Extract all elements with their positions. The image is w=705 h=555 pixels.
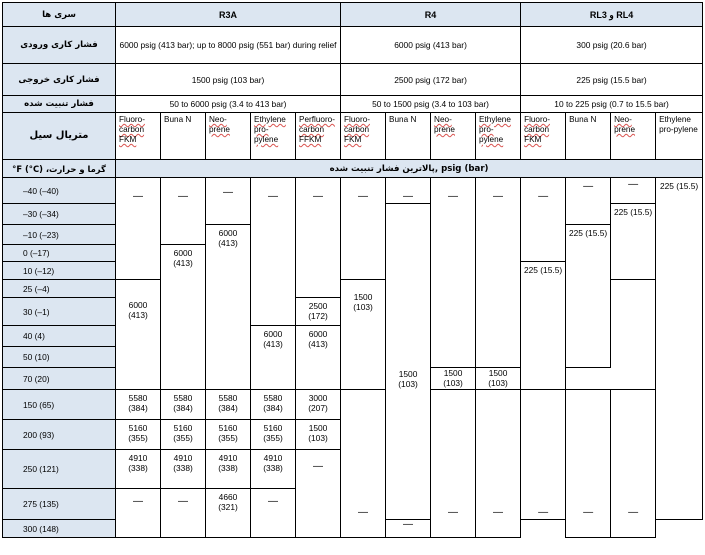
temp-cell: 30 (–1) — [3, 298, 116, 326]
r3a-ffkm-value-2500: 2500 (172) — [296, 298, 341, 326]
rl-fkm-value: 225 (15.5) — [521, 262, 566, 390]
r3a-buna-200: 5160 (355) — [161, 420, 206, 450]
temp-label: °F (°C) ،گرما و حرارت — [3, 160, 116, 178]
mat-r4-epr — [476, 113, 521, 160]
r4-epr-value: 1500 (103) — [476, 368, 521, 390]
mat-rl-buna: Buna N — [566, 113, 611, 160]
mat-r3a-fkm-text: Fluoro-carbon FKM — [119, 115, 145, 144]
temp-row — [3, 178, 703, 204]
r3a-epr-150: 5580 (384) — [251, 390, 296, 420]
r3a-neo-200: 5160 (355) — [206, 420, 251, 450]
r3a-buna-150: 5580 (384) — [161, 390, 206, 420]
r3a-ffkm-150: 3000 (207) — [296, 390, 341, 420]
outlet-label: فشار کاری خروجی — [3, 64, 116, 96]
mat-r3a-neo — [206, 113, 251, 160]
temp-cell: –40 (–40) — [3, 178, 116, 204]
temp-cell: 0 (–17) — [3, 245, 116, 262]
temp-cell: 150 (65) — [3, 390, 116, 420]
set-r3a: 50 to 6000 psig (3.4 to 413 bar) — [116, 96, 341, 113]
set-r4: 50 to 1500 psig (3.4 to 103 bar) — [341, 96, 521, 113]
series-r3a: R3A — [116, 3, 341, 27]
mat-rl-neo — [611, 113, 656, 160]
mat-r4-epr-text: Ethylene pro-pylene — [479, 115, 511, 144]
rl-fkm-dash: — — [521, 178, 566, 262]
inlet-row — [3, 27, 703, 64]
r3a-buna-dash: — — [161, 178, 206, 245]
temp-cell: 25 (–4) — [3, 280, 116, 298]
mat-r3a-ffkm-text: Perfluoro-carbon FFKM — [299, 115, 335, 144]
temp-cell: 275 (135) — [3, 489, 116, 520]
r3a-ffkm-dash: — — [296, 178, 341, 298]
temp-row — [3, 390, 703, 420]
series-row — [3, 3, 703, 27]
r3a-fkm-dash: — — [116, 178, 161, 280]
inlet-rl: 300 psig (20.6 bar) — [521, 27, 703, 64]
set-label: فشار تنبیت شده — [3, 96, 116, 113]
r3a-neo-dash: — — [206, 178, 251, 225]
mat-r3a-ffkm — [296, 113, 341, 160]
mat-r4-fkm-text: Fluoro-carbon FKM — [344, 115, 370, 144]
r4-fkm-dash: — — [341, 178, 386, 280]
max-set-subheader: پالاترین فشار تنبیت شده, psig (bar) — [116, 160, 703, 178]
material-row — [3, 113, 703, 160]
outlet-r3a: 1500 psig (103 bar) — [116, 64, 341, 96]
temp-cell: 40 (4) — [3, 326, 116, 347]
rl-neo-value: 225 (15.5) — [611, 204, 656, 280]
outlet-row — [3, 64, 703, 96]
r3a-neo-275: 4660 (321) — [206, 489, 251, 538]
temp-cell: 50 (10) — [3, 347, 116, 368]
temp-cell: 300 (148) — [3, 520, 116, 538]
mat-r3a-fkm — [116, 113, 161, 160]
r3a-epr-value: 6000 (413) — [251, 326, 296, 390]
r4-neo-dash: — — [431, 178, 476, 368]
mat-r3a-buna: Buna N — [161, 113, 206, 160]
r3a-fkm-150: 5580 (384) — [116, 390, 161, 420]
temp-cell: 250 (121) — [3, 450, 116, 489]
r3a-fkm-dash-high: — — [116, 489, 161, 538]
r4-fkm-value: 1500 (103) — [341, 280, 386, 390]
r3a-ffkm-dash-high: — — [296, 450, 341, 538]
r3a-buna-value: 6000 (413) — [161, 245, 206, 390]
temp-cell: 70 (20) — [3, 368, 116, 390]
r3a-fkm-value: 6000 (413) — [116, 280, 161, 390]
series-label: سری ها — [3, 3, 116, 27]
r3a-ffkm-value-6000: 6000 (413) — [296, 326, 341, 390]
r4-buna-dash: — — [386, 178, 431, 204]
temp-header-row — [3, 160, 703, 178]
outlet-r4: 2500 psig (172 bar) — [341, 64, 521, 96]
r3a-ffkm-200: 1500 (103) — [296, 420, 341, 450]
r3a-buna-250: 4910 (338) — [161, 450, 206, 489]
rl-buna-dash-high: — — [566, 390, 611, 538]
r3a-epr-dash-high: — — [251, 489, 296, 538]
r3a-epr-250: 4910 (338) — [251, 450, 296, 489]
r3a-fkm-250: 4910 (338) — [116, 450, 161, 489]
pressure-rating-table — [2, 2, 703, 538]
mat-r4-neo-text: Neo-prene — [434, 115, 455, 134]
outlet-rl: 225 psig (15.5 bar) — [521, 64, 703, 96]
r4-neo-value: 1500 (103) — [431, 368, 476, 390]
r4-buna-value: 1500 (103) — [386, 204, 431, 520]
r4-neo-dash-high: — — [431, 390, 476, 538]
rl-buna-dash: — — [566, 178, 611, 225]
r3a-epr-dash: — — [251, 178, 296, 326]
set-rl: 10 to 225 psig (0.7 to 15.5 bar) — [521, 96, 703, 113]
temp-cell: –30 (–34) — [3, 204, 116, 225]
series-rl: RL3 و RL4 — [521, 3, 703, 27]
rl-fkm-dash-300: — — [386, 520, 431, 538]
r3a-buna-dash-high: — — [161, 489, 206, 538]
set-range-row — [3, 96, 703, 113]
mat-r3a-epr — [251, 113, 296, 160]
r3a-neo-250: 4910 (338) — [206, 450, 251, 489]
temp-cell: –10 (–23) — [3, 225, 116, 245]
r3a-neo-value: 6000 (413) — [206, 225, 251, 390]
temp-cell: 10 (–12) — [3, 262, 116, 280]
r3a-fkm-200: 5160 (355) — [116, 420, 161, 450]
mat-r4-fkm — [341, 113, 386, 160]
r4-epr-dash: — — [476, 178, 521, 368]
mat-r3a-neo-text: Neo-prene — [209, 115, 230, 134]
material-label: متریال سیل — [3, 113, 116, 160]
inlet-label: فشار کاری ورودی — [3, 27, 116, 64]
mat-rl-fkm-text: Fluoro-carbon FKM — [524, 115, 550, 144]
mat-rl-neo-text: Neo-prene — [614, 115, 636, 134]
rl-neo-dash: — — [611, 178, 656, 204]
rl-buna-value: 225 (15.5) — [566, 225, 611, 368]
r3a-neo-150: 5580 (384) — [206, 390, 251, 420]
rl-fkm-dash-high: — — [521, 390, 566, 520]
mat-r4-buna: Buna N — [386, 113, 431, 160]
mat-r3a-epr-text: Ethylene pro-pylene — [254, 115, 286, 144]
mat-r4-neo — [431, 113, 476, 160]
inlet-r3a: 6000 psig (413 bar); up to 8000 psig (551 bar) during relief — [116, 27, 341, 64]
temp-cell: 200 (93) — [3, 420, 116, 450]
inlet-r4: 6000 psig (413 bar) — [341, 27, 521, 64]
series-r4: R4 — [341, 3, 521, 27]
rl-epr-value: 225 (15.5) — [656, 178, 703, 520]
mat-rl-epr: Ethylene pro-pylene — [656, 113, 703, 160]
r4-fkm-dash-high: — — [341, 390, 386, 538]
r4-epr-dash-high: — — [476, 390, 521, 538]
mat-rl-fkm — [521, 113, 566, 160]
rl-neo-dash-high: — — [611, 390, 656, 538]
r3a-epr-200: 5160 (355) — [251, 420, 296, 450]
